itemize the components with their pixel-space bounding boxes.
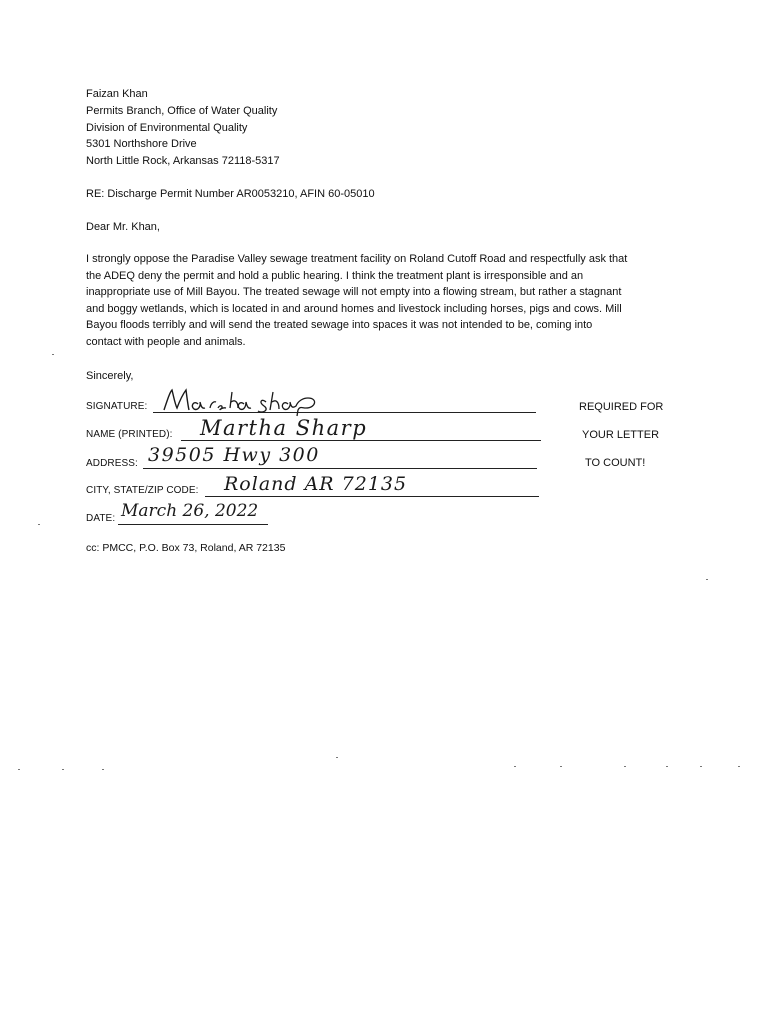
address-line — [143, 468, 537, 469]
recipient-street: 5301 Northshore Drive — [86, 138, 197, 150]
handwritten-signature — [158, 384, 328, 418]
recipient-name: Faizan Khan — [86, 88, 148, 100]
scan-speck — [560, 766, 562, 767]
scan-speck — [52, 354, 54, 355]
body-line: inappropriate use of Mill Bayou. The treated sewage will not empty into a flowing stream, but rather a stagnant — [86, 286, 622, 298]
body-line: and boggy wetlands, which is located in and around homes and livestock including horses, pigs and cows. Mill — [86, 302, 622, 315]
scan-speck — [514, 766, 516, 767]
scan-speck — [706, 579, 708, 580]
body-line: Bayou floods terribly and will send the treated sewage into spaces it was not intended to be, coming into — [86, 319, 593, 331]
name-printed-value: Martha Sharp — [200, 416, 368, 440]
scan-speck — [38, 524, 40, 525]
recipient-division: Division of Environmental Quality — [86, 122, 248, 134]
recipient-city: North Little Rock, Arkansas 72118-5317 — [86, 155, 280, 167]
salutation: Dear Mr. Khan, — [86, 221, 160, 233]
letter-body — [86, 251, 686, 350]
required-note-line: YOUR LETTER — [582, 429, 660, 441]
required-note-line: TO COUNT! — [585, 457, 646, 469]
required-note-line: REQUIRED FOR — [579, 401, 664, 413]
recipient-branch: Permits Branch, Office of Water Quality — [86, 105, 278, 117]
city-state-zip-line — [205, 496, 539, 497]
address-label: ADDRESS: — [86, 458, 138, 469]
scan-speck — [102, 769, 104, 770]
subject-line: RE: Discharge Permit Number AR0053210, AFIN 60-05010 — [86, 188, 375, 200]
scan-speck — [624, 766, 626, 767]
body-line: contact with people and animals. — [86, 335, 246, 348]
scan-speck — [738, 766, 740, 767]
scan-speck — [18, 769, 20, 770]
scan-speck — [336, 757, 338, 758]
cc-line: cc: PMCC, P.O. Box 73, Roland, AR 72135 — [86, 542, 286, 554]
scan-speck — [700, 766, 702, 767]
closing: Sincerely, — [86, 370, 134, 382]
date-value: March 26, 2022 — [121, 501, 259, 521]
body-line: I strongly oppose the Paradise Valley sewage treatment facility on Roland Cutoff Road and respectfully ask that — [86, 253, 628, 265]
scan-speck — [62, 769, 64, 770]
body-line: the ADEQ deny the permit and hold a public hearing. I think the treatment plant is irresponsible and an — [86, 269, 584, 282]
city-state-zip-value: Roland AR 72135 — [224, 473, 408, 495]
date-label: DATE: — [86, 513, 116, 524]
name-printed-label: NAME (PRINTED): — [86, 429, 173, 440]
scan-speck — [666, 766, 668, 767]
date-line — [118, 524, 268, 525]
signature-label: SIGNATURE: — [86, 401, 148, 412]
name-printed-line — [181, 440, 541, 441]
city-state-zip-label: CITY, STATE/ZIP CODE: — [86, 485, 199, 496]
address-value: 39505 Hwy 300 — [148, 444, 320, 466]
